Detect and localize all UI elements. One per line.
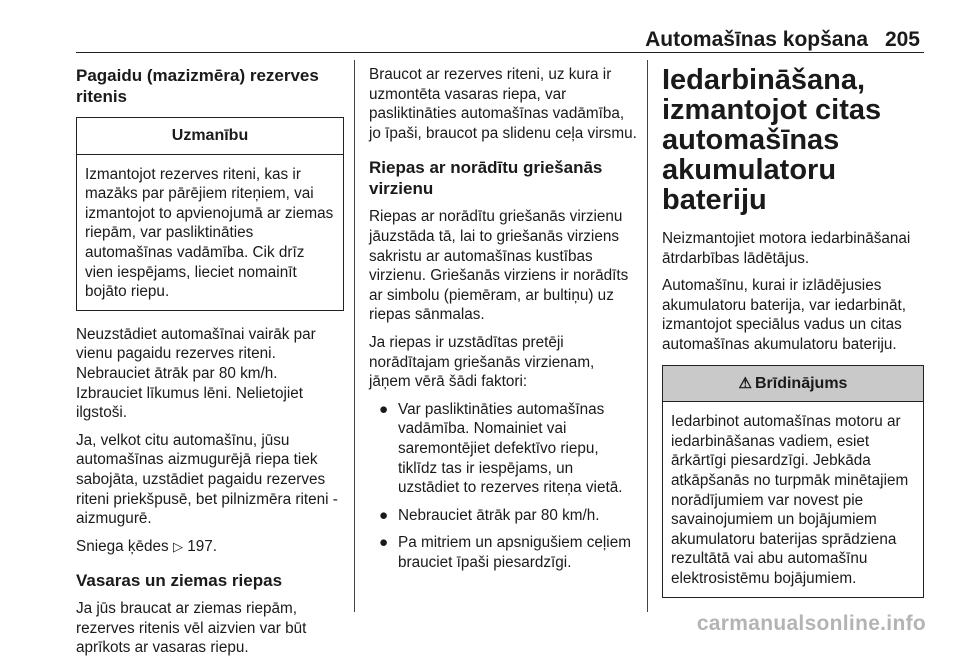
paragraph: Neuzstādiet automašīnai vairāk par vienu pagaidu rezerves riteni. Nebrauciet ātrāk par 80 km/h. Izbrauciet līkumus lēni. Nelietojiet ilgstoši. <box>76 325 316 422</box>
paragraph: Braucot ar rezerves riteni, uz kura ir uzmontēta vasaras riepa, var pasliktināties automašīnas vadāmība, jo īpaši, braucot pa slidenu ceļa virsmu. <box>369 66 637 142</box>
section-heading-directional-tyres: Riepas ar norādītu griešanās virzienu <box>369 158 603 199</box>
cross-reference <box>76 537 344 557</box>
paragraph: Automašīnu, kurai ir izlādējusies akumulatoru baterija, var iedarbināt, izmantojot speciālus vadus un citas automašīnas akumulatoru bateriju. <box>662 277 907 353</box>
paragraph: Riepas ar norādītu griešanās virzienu jāuzstāda tā, lai to griešanās virziens sakristu ar automašīnas kustības virzienu. Griešanās virziens ir norādīts ar simbolu (piemēram, ar bultiņu) uz riepas sānmalas. <box>369 208 629 324</box>
warning-triangle-icon: ⚠ <box>738 374 752 392</box>
bullet-icon: ● <box>379 506 389 524</box>
caution-title: Uzmanību <box>77 118 343 155</box>
watermark: carmanualsonline.info <box>696 612 926 635</box>
paragraph: Ja, velkot citu automašīnu, jūsu automašīnas aizmugurējā riepa tiek sabojāta, uzstādiet pagaidu rezerves riteni priekšpusē, bet pilnizmēra riteni - aizmugurē. <box>76 431 338 528</box>
warning-title: Brīdinājums <box>754 374 848 392</box>
page-reference-arrow-icon: ▷ <box>172 538 183 554</box>
list-item-text: Nebrauciet ātrāk par 80 km/h. <box>398 506 600 524</box>
header-rule <box>76 52 924 53</box>
list-item-text: Var pasliktināties automašīnas vadāmība. Nomainiet vai saremontējiet defektīvo riepu, tiklīdz tas ir iespējams, un uzstādiet to rezerves riteņa vietā. <box>398 400 623 497</box>
list-item <box>369 400 637 498</box>
column-1 <box>76 65 344 666</box>
paragraph: Ja jūs braucat ar ziemas riepām, rezerves ritenis vēl aizvien var būt aprīkots ar vasaras riepu. <box>76 600 307 657</box>
bullet-icon: ● <box>379 400 389 418</box>
caution-text: Izmantojot rezerves riteni, kas ir mazāks par pārējiem riteņiem, vai izmantojot to apvienojumā ar ziemas riepām, var pasliktināties automašīnas vadāmība. Cik drīz vien iespējams, lieciet nomainīt bojāto riepu. <box>85 165 334 301</box>
list-item <box>369 506 637 526</box>
cross-reference-page: 197. <box>187 537 217 555</box>
warning-header <box>663 366 923 403</box>
running-header-title: Automašīnas kopšana <box>645 28 868 51</box>
caution-box <box>76 117 344 311</box>
list-item-text: Pa mitriem un apsnigušiem ceļiem brauciet īpaši piesardzīgi. <box>398 534 631 571</box>
column-2 <box>369 65 637 580</box>
page-number: 205 <box>884 28 920 51</box>
column-divider-1 <box>354 60 355 612</box>
column-divider-2 <box>647 60 648 612</box>
section-heading-summer-winter-tyres: Vasaras un ziemas riepas <box>76 571 283 591</box>
cross-reference-text: Sniega ķēdes <box>76 537 169 555</box>
bullet-list <box>369 400 637 573</box>
warning-box <box>662 365 924 598</box>
list-item <box>369 533 637 572</box>
warning-text: Iedarbinot automašīnas motoru ar iedarbināšanas vadiem, esiet ārkārtīgi piesardzīgi. Jebkāda atkāpšanās no turpmāk minētajiem norādījumiem var novest pie savainojumiem un bojājumiem akumulatoru baterijas sprādziena rezultātā vai abu automašīnu elektrosistēmu bojājumiem. <box>671 413 909 587</box>
paragraph: Neizmantojiet motora iedarbināšanai ātrdarbības lādētājus. <box>662 230 911 267</box>
section-heading-jump-starting: Iedarbināšana, izmantojot citas automašīnas akumulatoru bateriju <box>662 64 882 216</box>
bullet-icon: ● <box>379 534 389 552</box>
section-heading-spare-wheel: Pagaidu (mazizmēra) rezerves ritenis <box>76 66 319 106</box>
column-3 <box>662 65 924 612</box>
paragraph: Ja riepas ir uzstādītas pretēji norādītajam griešanās virzienam, jāņem vērā šādi faktori: <box>369 333 595 391</box>
